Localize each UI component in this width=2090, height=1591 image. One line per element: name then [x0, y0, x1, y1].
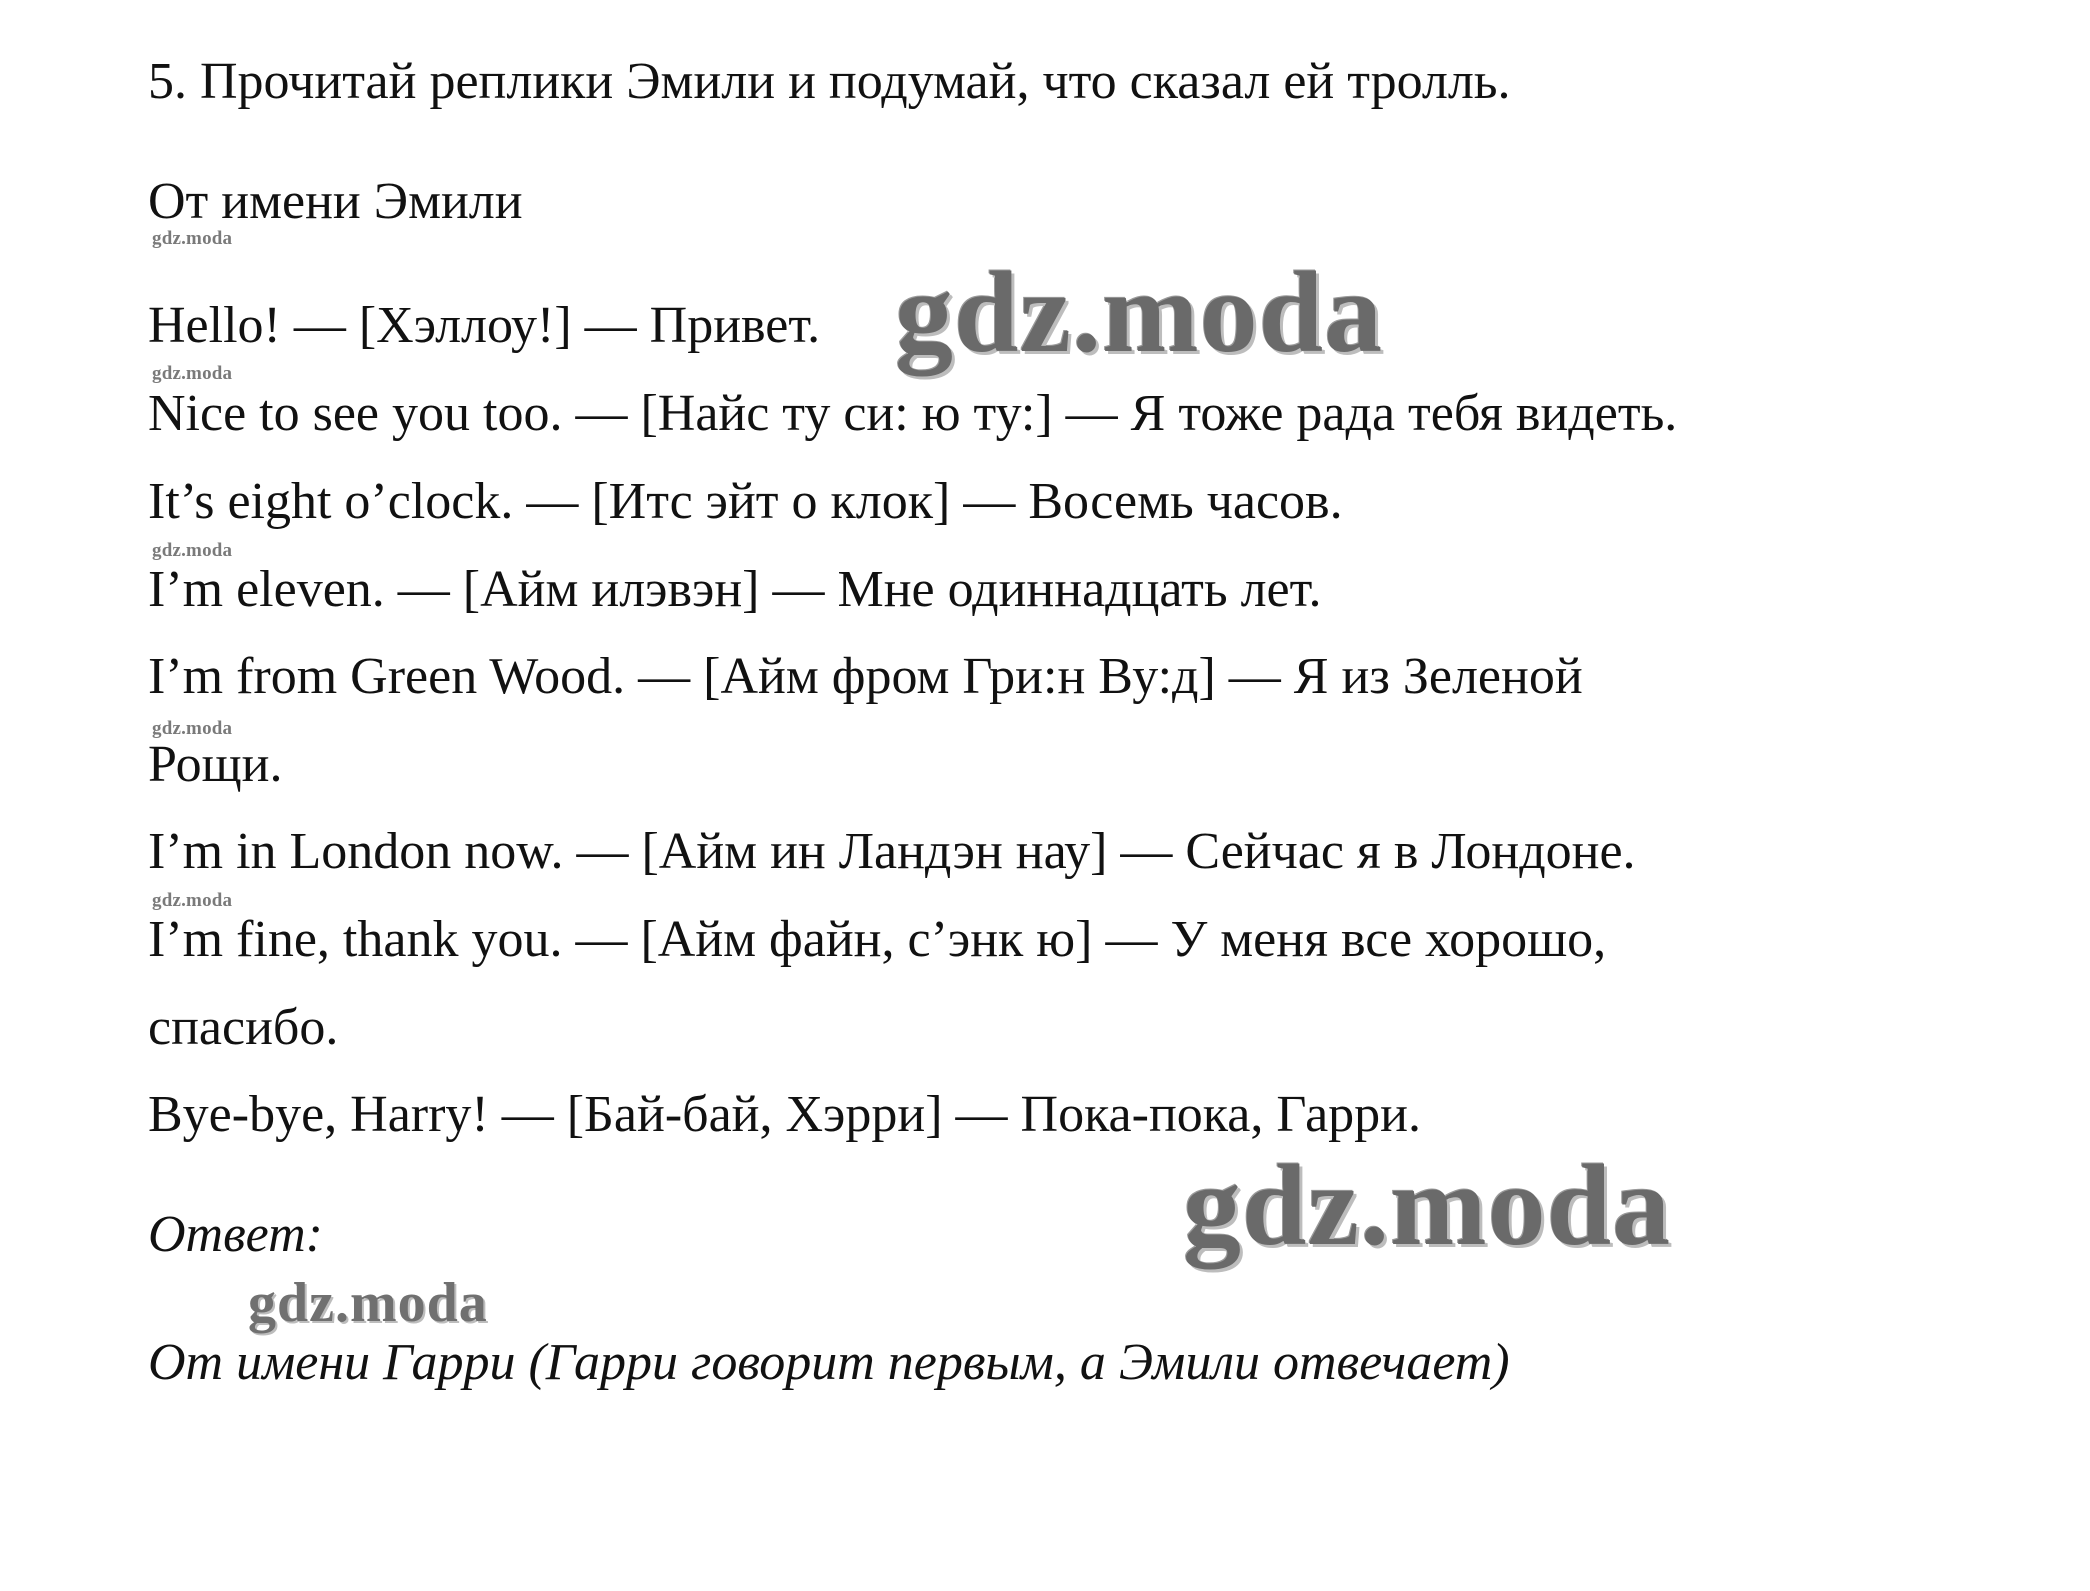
dialogue-line-6: I’m in London now. — [Айм ин Ландэн нау] — Сейчас я в Лондоне.: [148, 823, 1636, 880]
watermark-small: gdz.moda: [152, 890, 233, 911]
section-label: От имени Эмили: [148, 173, 523, 230]
dialogue-line-1: Hello! — [Хэллоу!] — Привет.: [148, 297, 821, 354]
watermark-medium: gdz.moda: [248, 1272, 488, 1334]
task-title: 5. Прочитай реплики Эмили и подумай, что сказал ей тролль.: [148, 53, 1511, 110]
answer-text: От имени Гарри (Гарри говорит первым, а Эмили отвечает): [148, 1334, 1510, 1391]
watermark-large: gdz.moda: [895, 249, 1384, 377]
watermark-small: gdz.moda: [152, 228, 233, 249]
dialogue-line-5: I’m from Green Wood. — [Айм фром Гри:н Ву:д] — Я из Зеленой: [148, 648, 1583, 705]
watermark-small: gdz.moda: [152, 718, 233, 739]
dialogue-line-7-cont: спасибо.: [148, 999, 339, 1056]
answer-label: Ответ:: [148, 1206, 323, 1263]
dialogue-line-7: I’m fine, thank you. — [Айм файн, с’энк ю] — У меня все хорошо,: [148, 911, 1607, 968]
dialogue-line-4: I’m eleven. — [Айм илэвэн] — Мне одиннадцать лет.: [148, 561, 1322, 618]
watermark-large: gdz.moda: [1183, 1142, 1672, 1270]
dialogue-line-3: It’s eight o’clock. — [Итс эйт о клок] — Восемь часов.: [148, 473, 1343, 530]
dialogue-line-5-cont: Рощи.: [148, 736, 283, 793]
dialogue-line-2: Nice to see you too. — [Найс ту си: ю ту:] — Я тоже рада тебя видеть.: [148, 385, 1678, 442]
watermark-small: gdz.moda: [152, 363, 233, 384]
dialogue-line-8: Bye-bye, Harry! — [Бай-бай, Хэрри] — Пока-пока, Гарри.: [148, 1086, 1422, 1143]
watermark-small: gdz.moda: [152, 540, 233, 561]
